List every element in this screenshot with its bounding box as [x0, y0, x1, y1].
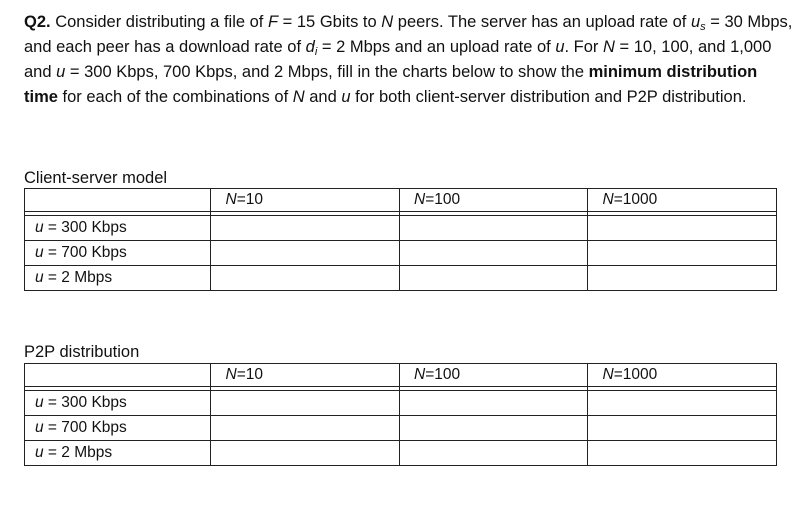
section-title-p2p: P2P distribution [24, 343, 140, 361]
var-u: u [555, 38, 565, 56]
row-label: u = 2 Mbps [25, 441, 211, 466]
question-part: peers. The server has an upload rate of [393, 13, 691, 31]
answer-cell[interactable] [211, 241, 400, 266]
var-u: u [56, 63, 66, 81]
question-part: = 10, 100, and 1,000 and [24, 38, 772, 81]
client-server-table [24, 188, 777, 291]
var-di: d [305, 38, 315, 56]
var-N: N [292, 88, 305, 106]
var-u: u [341, 88, 351, 106]
question-part: and [304, 88, 342, 106]
table-header-row [25, 189, 777, 212]
table-row [25, 241, 777, 266]
column-header: N=100 [399, 189, 588, 212]
column-header: N=10 [211, 364, 400, 387]
answer-cell[interactable] [588, 241, 777, 266]
var-N: N [381, 13, 394, 31]
answer-cell[interactable] [211, 216, 400, 241]
question-part: for each of the combinations of [57, 88, 293, 106]
answer-cell[interactable] [211, 441, 400, 466]
answer-cell[interactable] [588, 416, 777, 441]
table-header-row [25, 364, 777, 387]
column-header: N=1000 [588, 364, 777, 387]
answer-cell[interactable] [399, 216, 588, 241]
column-header: N=1000 [588, 189, 777, 212]
answer-cell[interactable] [399, 241, 588, 266]
column-header: N=10 [211, 189, 400, 212]
table-row [25, 216, 777, 241]
table-row [25, 416, 777, 441]
question-number: Q2. [24, 13, 51, 31]
var-di-subscript: i [314, 46, 318, 58]
row-label: u = 700 Kbps [25, 416, 211, 441]
row-label: u = 700 Kbps [25, 241, 211, 266]
var-N: N [603, 38, 615, 56]
question-part: = 300 Kbps, 700 Kbps, and 2 Mbps, fill in the charts below to show the [65, 63, 589, 81]
question-part: Consider distributing a file of [50, 13, 268, 31]
answer-cell[interactable] [588, 441, 777, 466]
var-us: u [690, 13, 701, 31]
question-part: . For [564, 38, 604, 56]
row-label: u = 2 Mbps [25, 266, 211, 291]
var-F: F [267, 13, 279, 31]
corner-cell [25, 364, 211, 387]
var-us-subscript: s [700, 21, 706, 33]
column-header: N=100 [399, 364, 588, 387]
row-label: u = 300 Kbps [25, 216, 211, 241]
row-label: u = 300 Kbps [25, 391, 211, 416]
question-part: = 30 Mbps, and each peer has a download rate of [24, 13, 793, 56]
section-title-client-server: Client-server model [24, 169, 168, 187]
answer-cell[interactable] [588, 266, 777, 291]
answer-cell[interactable] [399, 441, 588, 466]
answer-cell[interactable] [211, 391, 400, 416]
corner-cell [25, 189, 211, 212]
p2p-table [24, 363, 777, 466]
question-part: = 15 Gbits to [278, 13, 382, 31]
answer-cell[interactable] [588, 391, 777, 416]
table-row [25, 391, 777, 416]
table-row [25, 266, 777, 291]
answer-cell[interactable] [588, 216, 777, 241]
answer-cell[interactable] [399, 416, 588, 441]
table-row [25, 441, 777, 466]
emphasis-phrase: minimum distribution time [24, 63, 758, 106]
answer-cell[interactable] [211, 266, 400, 291]
answer-cell[interactable] [211, 416, 400, 441]
question-part: = 2 Mbps and an upload rate of [317, 38, 556, 56]
question-text [24, 10, 794, 110]
answer-cell[interactable] [399, 266, 588, 291]
question-part: for both client-server distribution and P2P distribution. [350, 88, 747, 106]
answer-cell[interactable] [399, 391, 588, 416]
